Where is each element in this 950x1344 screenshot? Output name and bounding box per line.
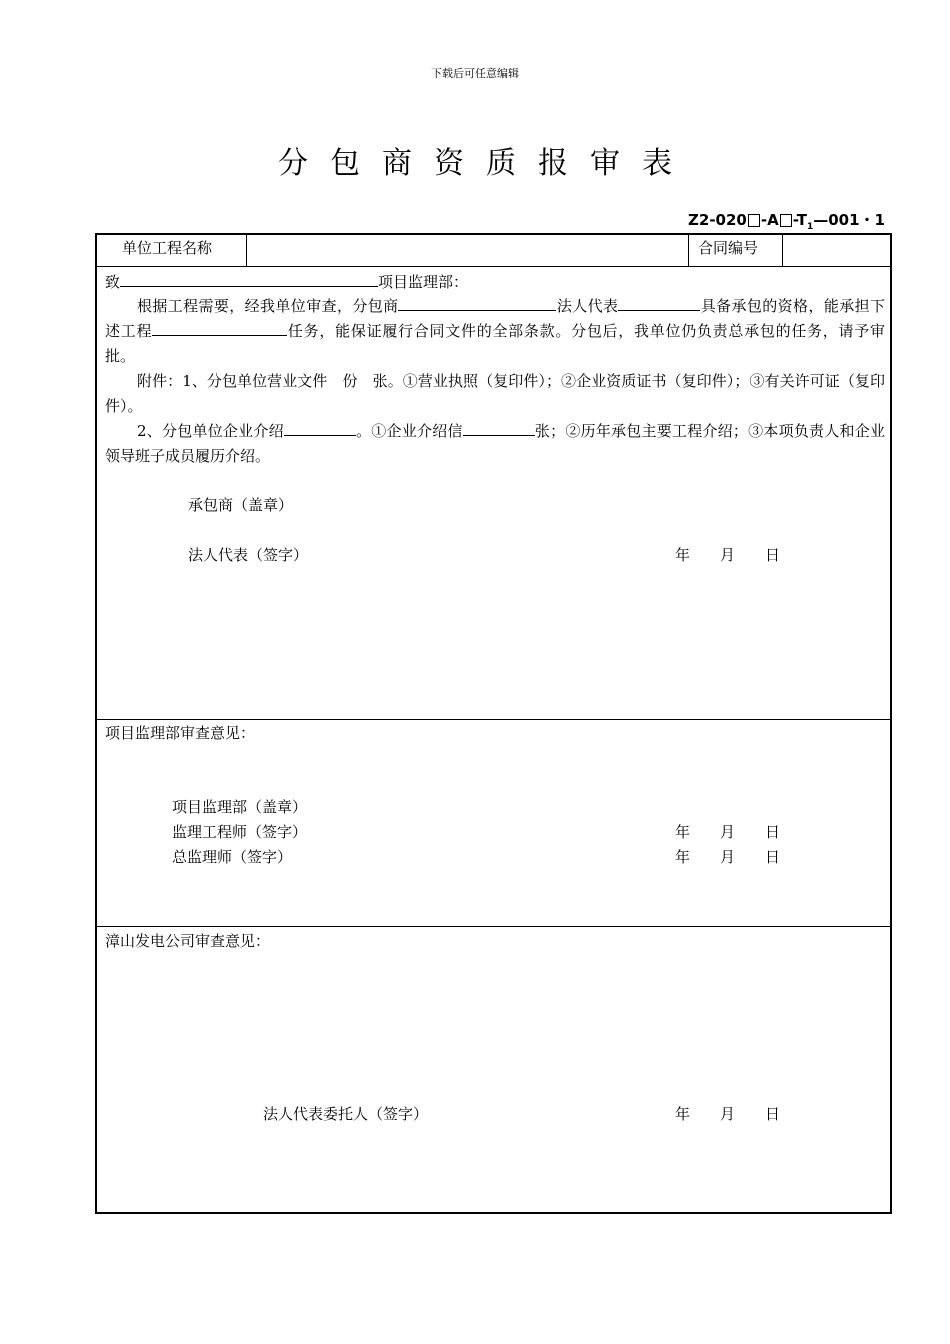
p1-text-a: 根据工程需要，经我单位审查，分包商	[137, 297, 399, 315]
contract-number-label: 合同编号	[698, 239, 759, 257]
code-prefix: Z2-020	[688, 211, 747, 229]
p3-text-a: 2、分包单位企业介绍	[137, 422, 284, 440]
paragraph-main	[105, 294, 885, 369]
col-divider	[782, 233, 783, 267]
company-review-heading: 漳山发电公司审查意见：	[105, 932, 271, 950]
p1-text-b: 法人代表	[556, 297, 619, 315]
section-divider	[95, 719, 892, 720]
to-prefix: 致	[105, 273, 121, 291]
date-label: 年 月 日	[675, 1105, 781, 1123]
section-divider	[95, 926, 892, 927]
legal-rep-sign-label: 法人代表（签字）	[188, 546, 309, 564]
date-label: 年 月 日	[675, 848, 781, 866]
p1-text-c: 具备承包的资格，能承担下述工程	[105, 297, 885, 340]
legal-rep-field[interactable]	[618, 294, 700, 311]
col-divider	[246, 233, 247, 267]
intro-count-field[interactable]	[463, 419, 535, 436]
date-label: 年 月 日	[675, 546, 781, 564]
paragraph-attachment-1: 附件：1、分包单位营业文件 份 张。①营业执照（复印件）；②企业资质证书（复印件）；③有关许可证（复印件）。	[105, 372, 885, 415]
form-code	[688, 209, 885, 232]
code-t: -T	[792, 211, 807, 229]
p1-text-d: 任务，能保证履行合同文件的全部条款。分包后，我单位仍负责总承包的任务，请予审批。	[105, 322, 885, 365]
paragraph-attachment-2	[105, 419, 885, 469]
code-mid: -A	[760, 211, 779, 229]
addressee-line	[105, 270, 468, 294]
contractor-stamp-label: 承包商（盖章）	[188, 496, 294, 514]
supervision-stamp-label: 项目监理部（盖章）	[172, 798, 308, 816]
delegate-sign-label: 法人代表委托人（签字）	[263, 1105, 429, 1123]
engineer-sign-label: 监理工程师（签字）	[172, 823, 308, 841]
unit-name-field[interactable]	[248, 235, 686, 265]
code-subscript: 1	[806, 222, 814, 232]
col-divider	[688, 233, 689, 267]
addressee-field[interactable]	[120, 270, 378, 287]
supervision-heading: 项目监理部审查意见：	[105, 724, 256, 742]
download-hint: 下载后可任意编辑	[431, 67, 519, 80]
intro-field[interactable]	[284, 419, 356, 436]
project-field[interactable]	[152, 319, 287, 336]
p3-text-b: 。①企业介绍信	[355, 422, 463, 440]
date-label: 年 月 日	[675, 823, 781, 841]
to-suffix: 项目监理部：	[378, 273, 469, 291]
code-suffix: —001・1	[813, 211, 885, 229]
unit-name-label: 单位工程名称	[122, 239, 213, 257]
p3-text-c: 张；②历年承包主要工程介绍；③本项负责人和企业领导班子成员履历介绍。	[105, 422, 885, 465]
row-divider	[95, 266, 892, 267]
chief-sign-label: 总监理师（签字）	[172, 848, 293, 866]
checkbox-icon	[748, 214, 760, 227]
checkbox-icon	[780, 214, 792, 227]
contract-number-field[interactable]	[784, 235, 890, 265]
subcontractor-field[interactable]	[398, 294, 556, 311]
form-title: 分包商资质报审表	[278, 146, 694, 181]
